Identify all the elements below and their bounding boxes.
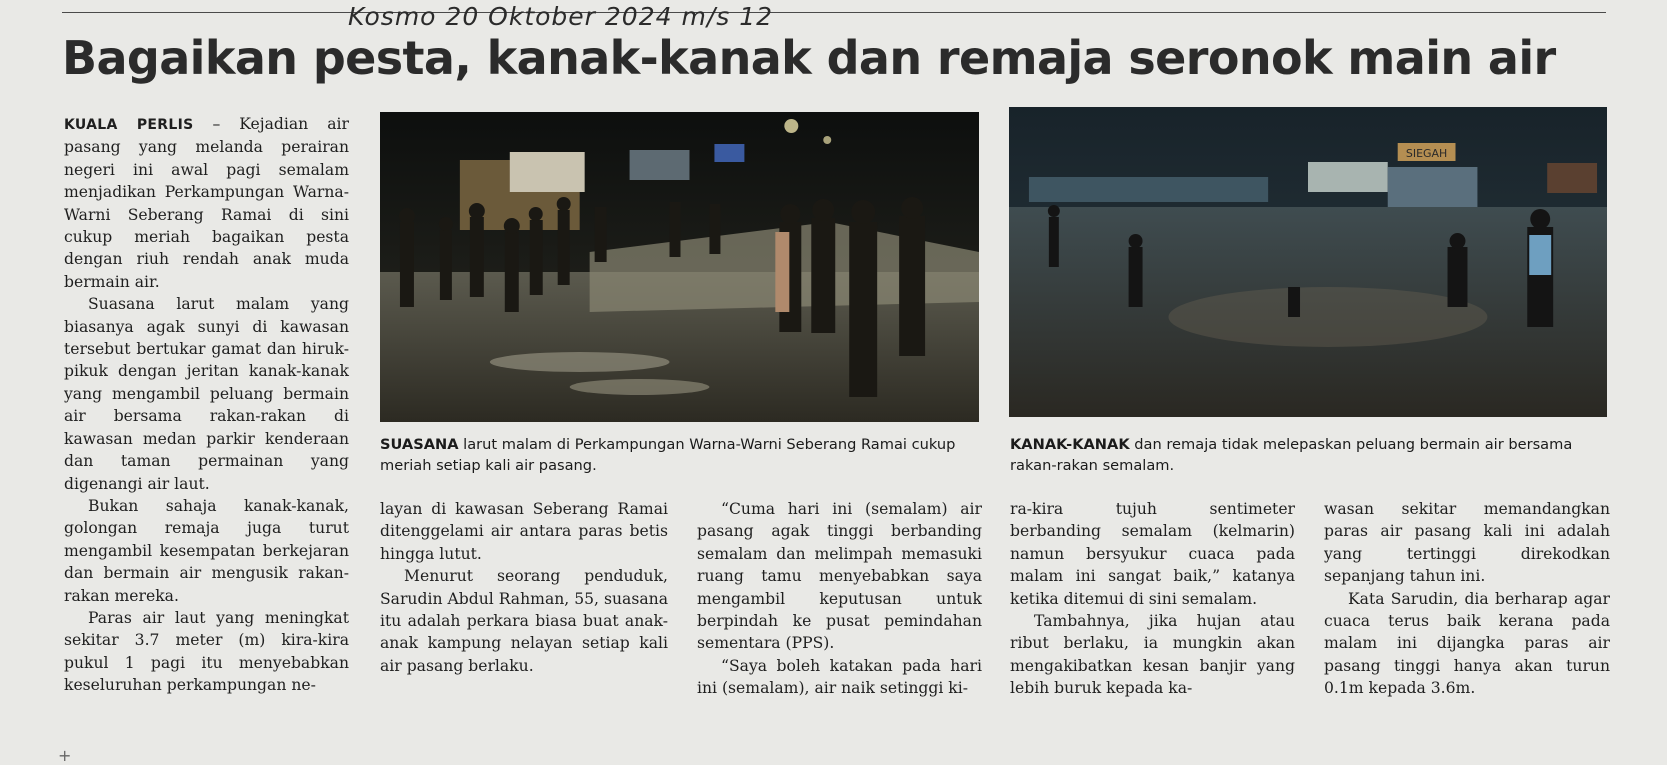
photo-flooded-street <box>380 112 979 422</box>
headline: Bagaikan pesta, kanak-kanak dan remaja seronok main air <box>62 31 1556 85</box>
lead-text: – Kejadian air pasang yang melanda perairan negeri ini awal pagi semalam menjadikan Perkampungan Warna-Warni Seberang Ramai di sini cukup meriah bagaikan pesta dengan riuh rendah anak muda bermain air. <box>64 115 349 291</box>
handwritten-source-note: Kosmo 20 Oktober 2024 m/s 12 <box>348 2 774 31</box>
photo1-caption-text: larut malam di Perkampungan Warna-Warni Seberang Ramai cukup meriah setiap kali air pasang. <box>380 436 956 474</box>
photo2-caption-lead: KANAK-KANAK <box>1010 436 1130 453</box>
paragraph: Bukan sahaja kanak-kanak, golongan remaja juga turut mengambil kesempatan berkejaran dan bermain air mengusik rakan-rakan mereka. <box>64 496 349 605</box>
registration-mark: + <box>58 746 72 765</box>
article-column-1 <box>64 113 349 697</box>
photo-children-in-water <box>1009 107 1607 417</box>
article-column-4 <box>1010 498 1295 700</box>
article-column-3 <box>697 498 982 700</box>
photo2-caption-text: dan remaja tidak melepaskan peluang bermain air bersama rakan-rakan semalam. <box>1010 436 1573 474</box>
children-in-water-image <box>1009 107 1607 417</box>
dateline: KUALA PERLIS <box>64 117 194 133</box>
paragraph: wasan sekitar memandangkan paras air pasang kali ini adalah yang tertinggi direkodkan sepanjang tahun ini. <box>1324 500 1610 586</box>
paragraph: “Saya boleh katakan pada hari ini (semalam), air naik setinggi ki- <box>697 656 982 698</box>
article-column-2 <box>380 498 668 677</box>
paragraph: Suasana larut malam yang biasanya agak sunyi di kawasan tersebut bertukar gamat dan hiruk-pikuk dengan jeritan kanak-kanak yang mengambil peluang bermain air bersama rakan-rakan di kawasan medan parkir kenderaan dan taman permainan yang digenangi air laut. <box>64 295 349 493</box>
paragraph: Kata Sarudin, dia berharap agar cuaca terus baik kerana pada malam ini dijangka paras air pasang tinggi hanya akan turun 0.1m kepada 3.6m. <box>1324 589 1610 698</box>
flooded-street-image <box>380 112 979 422</box>
top-rule <box>62 12 1606 13</box>
paragraph: “Cuma hari ini (semalam) air pasang agak tinggi berbanding semalam dan melimpah memasuki ruang tamu menyebabkan saya mengambil keputusan untuk berpindah ke pusat pemindahan sementara (PPS). <box>697 500 982 653</box>
photo1-caption-lead: SUASANA <box>380 436 459 453</box>
paragraph: Menurut seorang penduduk, Sarudin Abdul Rahman, 55, suasana itu adalah perkara biasa buat anak-anak kampung nelayan setiap kali air pasang berlaku. <box>380 567 668 675</box>
paragraph: Tambahnya, jika hujan atau ribut berlaku, ia mungkin akan mengakibatkan kesan banjir yang lebih buruk kepada ka- <box>1010 612 1295 698</box>
paragraph: ra-kira tujuh sentimeter berbanding semalam (kelmarin) namun bersyukur cuaca pada malam ini sangat baik,” katanya ketika ditemui di sini semalam. <box>1010 500 1295 608</box>
photo2-caption <box>1010 434 1610 476</box>
article-column-5 <box>1324 498 1610 700</box>
sign-text: SIEGAH <box>1405 146 1448 161</box>
lead-paragraph <box>64 113 349 293</box>
paragraph: Paras air laut yang meningkat sekitar 3.7 meter (m) kira-kira pukul 1 pagi itu menyebabkan keseluruhan perkampungan ne- <box>64 608 349 695</box>
photo1-caption <box>380 434 980 476</box>
paragraph: layan di kawasan Seberang Ramai ditenggelami air antara paras betis hingga lutut. <box>380 500 668 563</box>
